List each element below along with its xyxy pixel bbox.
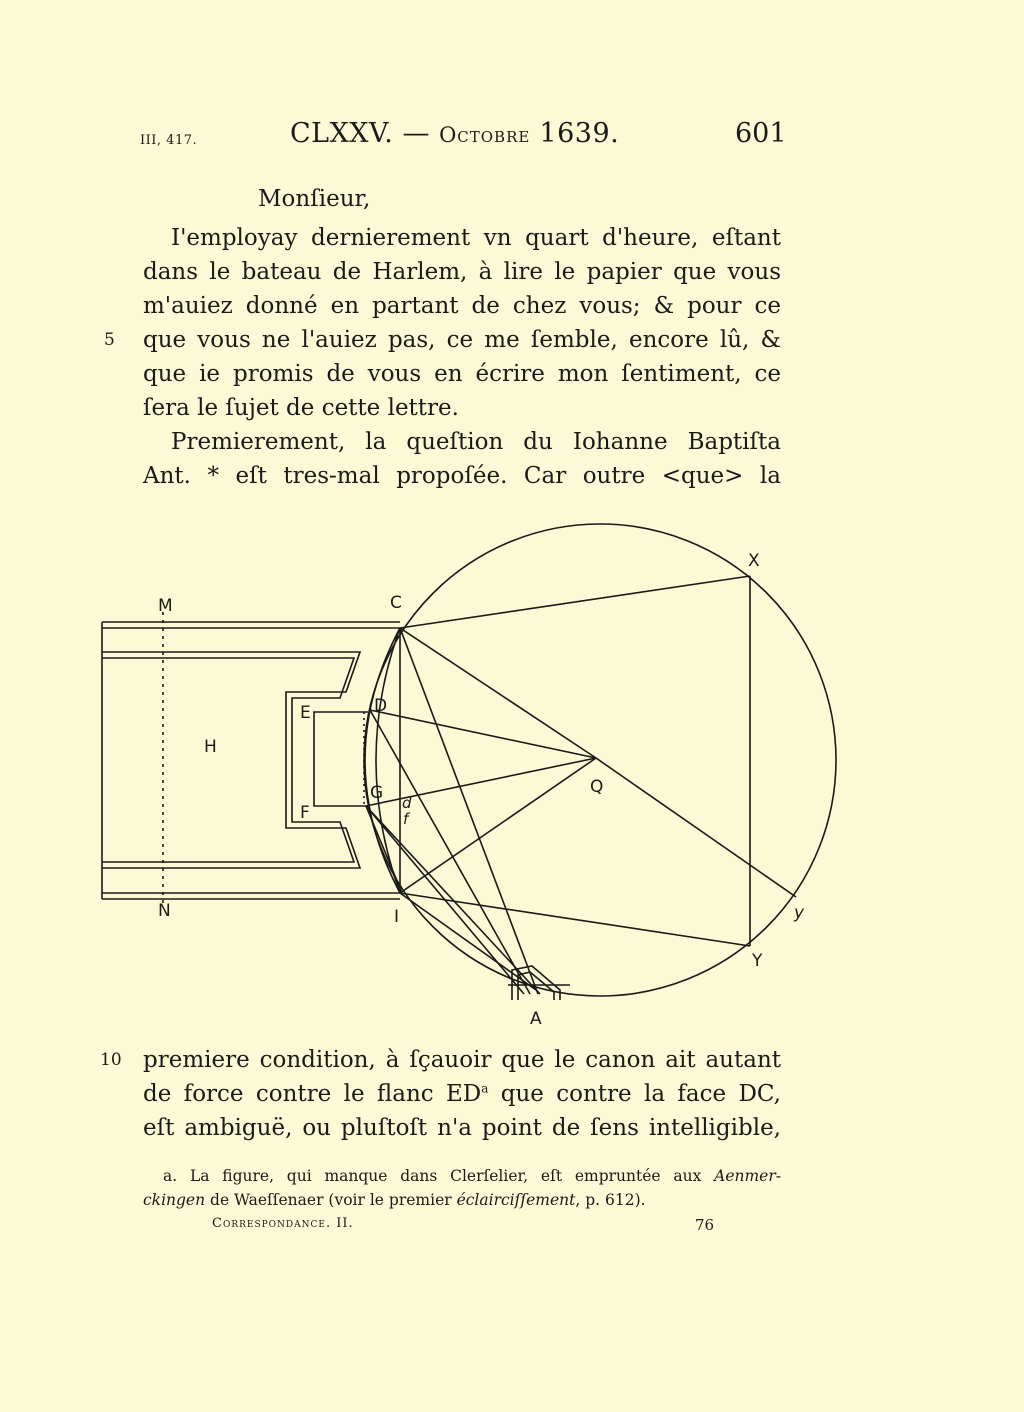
- label-m: M: [158, 596, 173, 616]
- footnote-line-2-text-b: , p. 612).: [575, 1191, 646, 1209]
- signature-title: Correſpondance. II.: [212, 1216, 354, 1231]
- label-i: I: [394, 907, 400, 927]
- body-line-4: que vous ne l'auiez pas, ce me ſemble, encore lû, &: [143, 327, 781, 353]
- title-year: 1639.: [530, 118, 620, 149]
- salutation: Monſieur,: [258, 186, 371, 212]
- title-number: CLXXV. —: [290, 118, 440, 149]
- footnote-line-2: [143, 1188, 781, 1212]
- label-x: X: [748, 551, 760, 571]
- label-g: G: [370, 783, 384, 803]
- running-title: [290, 118, 619, 149]
- body-line-3: m'auiez donné en partant de chez vous; & pour ce: [143, 293, 781, 319]
- label-small-d: d: [402, 794, 412, 812]
- footnote-line-2-text-a: de Waeſſenaer (voir le premier: [205, 1191, 457, 1209]
- label-q: Q: [590, 777, 604, 797]
- label-c: C: [390, 593, 402, 613]
- body-line-7: Premierement, la queſtion du Iohanne Baptiſta: [171, 429, 781, 455]
- body-line-5: que ie promis de vous en écrire mon ſentiment, ce: [143, 361, 781, 387]
- label-h: H: [204, 737, 217, 757]
- label-small-f: f: [403, 810, 409, 828]
- label-y: Y: [752, 951, 763, 971]
- line-number-5: 5: [104, 330, 115, 350]
- body-line-10-a: de force contre le flanc ED: [143, 1081, 482, 1107]
- label-n: N: [158, 901, 171, 921]
- label-d: D: [374, 696, 388, 716]
- footnote-marker: a: [481, 1081, 489, 1096]
- page-number: 601: [735, 118, 787, 149]
- label-e: E: [300, 703, 311, 723]
- running-reference: III, 417.: [140, 133, 198, 148]
- body-line-10: [143, 1077, 781, 1111]
- body-line-8: Ant. * eſt tres-mal propoſée. Car outre <que> la: [143, 463, 781, 489]
- title-month: Octobre: [439, 123, 531, 147]
- footnote-line-1-italic: Aenmer-: [714, 1167, 781, 1185]
- signature-number: 76: [695, 1216, 715, 1234]
- body-line-2: dans le bateau de Harlem, à lire le papier que vous: [143, 259, 781, 285]
- footnote-line-2-italic-a: ckingen: [143, 1191, 206, 1209]
- body-line-11: eſt ambiguë, ou pluſtoſt n'a point de ſens intelligible,: [143, 1115, 781, 1141]
- body-line-1: I'employay dernierement vn quart d'heure, eſtant: [171, 225, 781, 251]
- footnote-line-2-italic-b: éclairciſſement: [456, 1191, 576, 1209]
- line-number-10: 10: [100, 1050, 122, 1070]
- label-a: A: [530, 1009, 542, 1029]
- body-line-10-b: que contre la face DC,: [488, 1081, 781, 1107]
- body-line-6: ſera le ſujet de cette lettre.: [143, 395, 459, 421]
- footnote-line-1: [163, 1164, 781, 1188]
- body-line-9: premiere condition, à ſçauoir que le canon ait autant: [143, 1047, 781, 1073]
- label-small-y: y: [794, 903, 805, 923]
- footnote-line-1-text: a. La figure, qui manque dans Clerſelier, eſt empruntée aux: [163, 1167, 715, 1185]
- label-f: F: [300, 803, 310, 823]
- fortification-figure: [0, 500, 1024, 1040]
